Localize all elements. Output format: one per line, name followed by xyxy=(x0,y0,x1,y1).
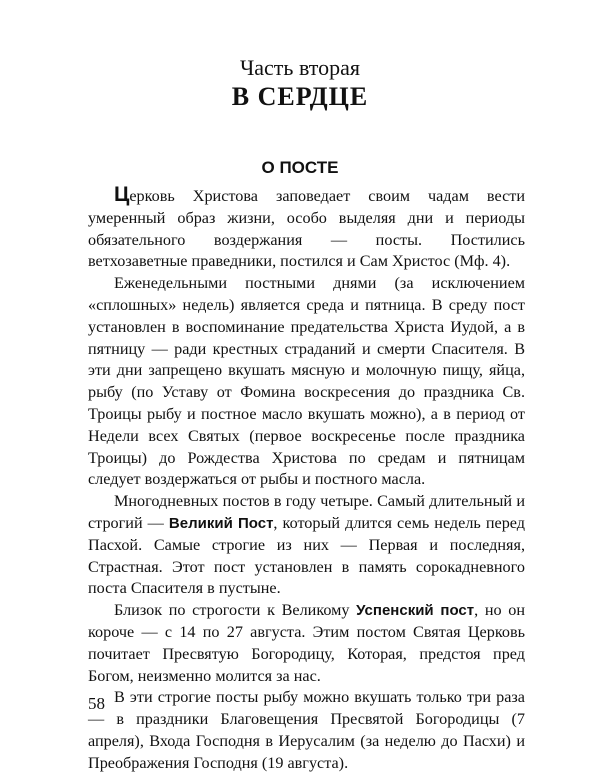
great-lent-term: Великий Пост xyxy=(168,514,274,532)
body-text xyxy=(88,184,525,775)
paragraph-2: Еженедельными постными днями (за исключением «сплошных» недель) является среда и пятница. В среду пост установлен в воспоминание предательства Христа Иудой, а в пятницу — ради крестных страданий и смерти Спасителя. В эти дни запрещено вкушать мясную и молочную пищу, яйца, рыбу (по Уставу от Фомина воскресения до праздника Св. Троицы рыбу и постное масло вкушать можно), а в период от Недели всех Святых (первое воскресенье после праздника Троицы) до Рождества Христова по средам и пятницам следует воздержаться от рыбы и постного масла. xyxy=(88,274,525,489)
paragraph-3-text-before: Многодневных постов в году четыре. Самый длительный и строгий — xyxy=(88,492,525,532)
part-label: Часть вторая xyxy=(239,55,361,80)
paragraph-5: В эти строгие посты рыбу можно вкушать только три раза — в праздники Благовещения Пресвятой Богородицы (7 апреля), Входа Господня в Иерусалим (за неделю до Пасхи) и Преображения Господня (19 августа). xyxy=(88,688,525,772)
paragraph-4-text-before: Близок по строгости к Великому xyxy=(114,601,357,620)
paragraph-1-text: ерковь Христова заповедает своим чадам вести умеренный образ жизни, особо выделяя дни и периоды обязательного воздержания — посты. Постились ветхозаветные праведники, постился и Сам Христос (Мф. 4). xyxy=(88,187,525,271)
paragraph-3-text-after: , который длится семь недель перед Пасхой. Самые строгие из них — Первая и последняя, Страстная. Этот пост установлен в память сорокадневного поста Спасителя в пустыне. xyxy=(88,513,526,598)
paragraph-4-text-after: , но он короче — с 14 по 27 августа. Этим постом Святая Церковь почитает Пресвятую Богородицу, Которая, предстоя пред Богом, неизменно молится за нас. xyxy=(88,601,526,685)
paragraph-4 xyxy=(88,600,525,687)
section-title: О ПОСТЕ xyxy=(261,158,339,177)
paragraph-3 xyxy=(88,491,525,600)
dormition-fast-term: Успенский пост xyxy=(356,602,475,620)
paragraph-1 xyxy=(88,184,525,273)
part-title: В СЕРДЦЕ xyxy=(231,82,369,111)
drop-cap: Ц xyxy=(114,183,130,206)
page-number: 58 xyxy=(88,694,105,713)
